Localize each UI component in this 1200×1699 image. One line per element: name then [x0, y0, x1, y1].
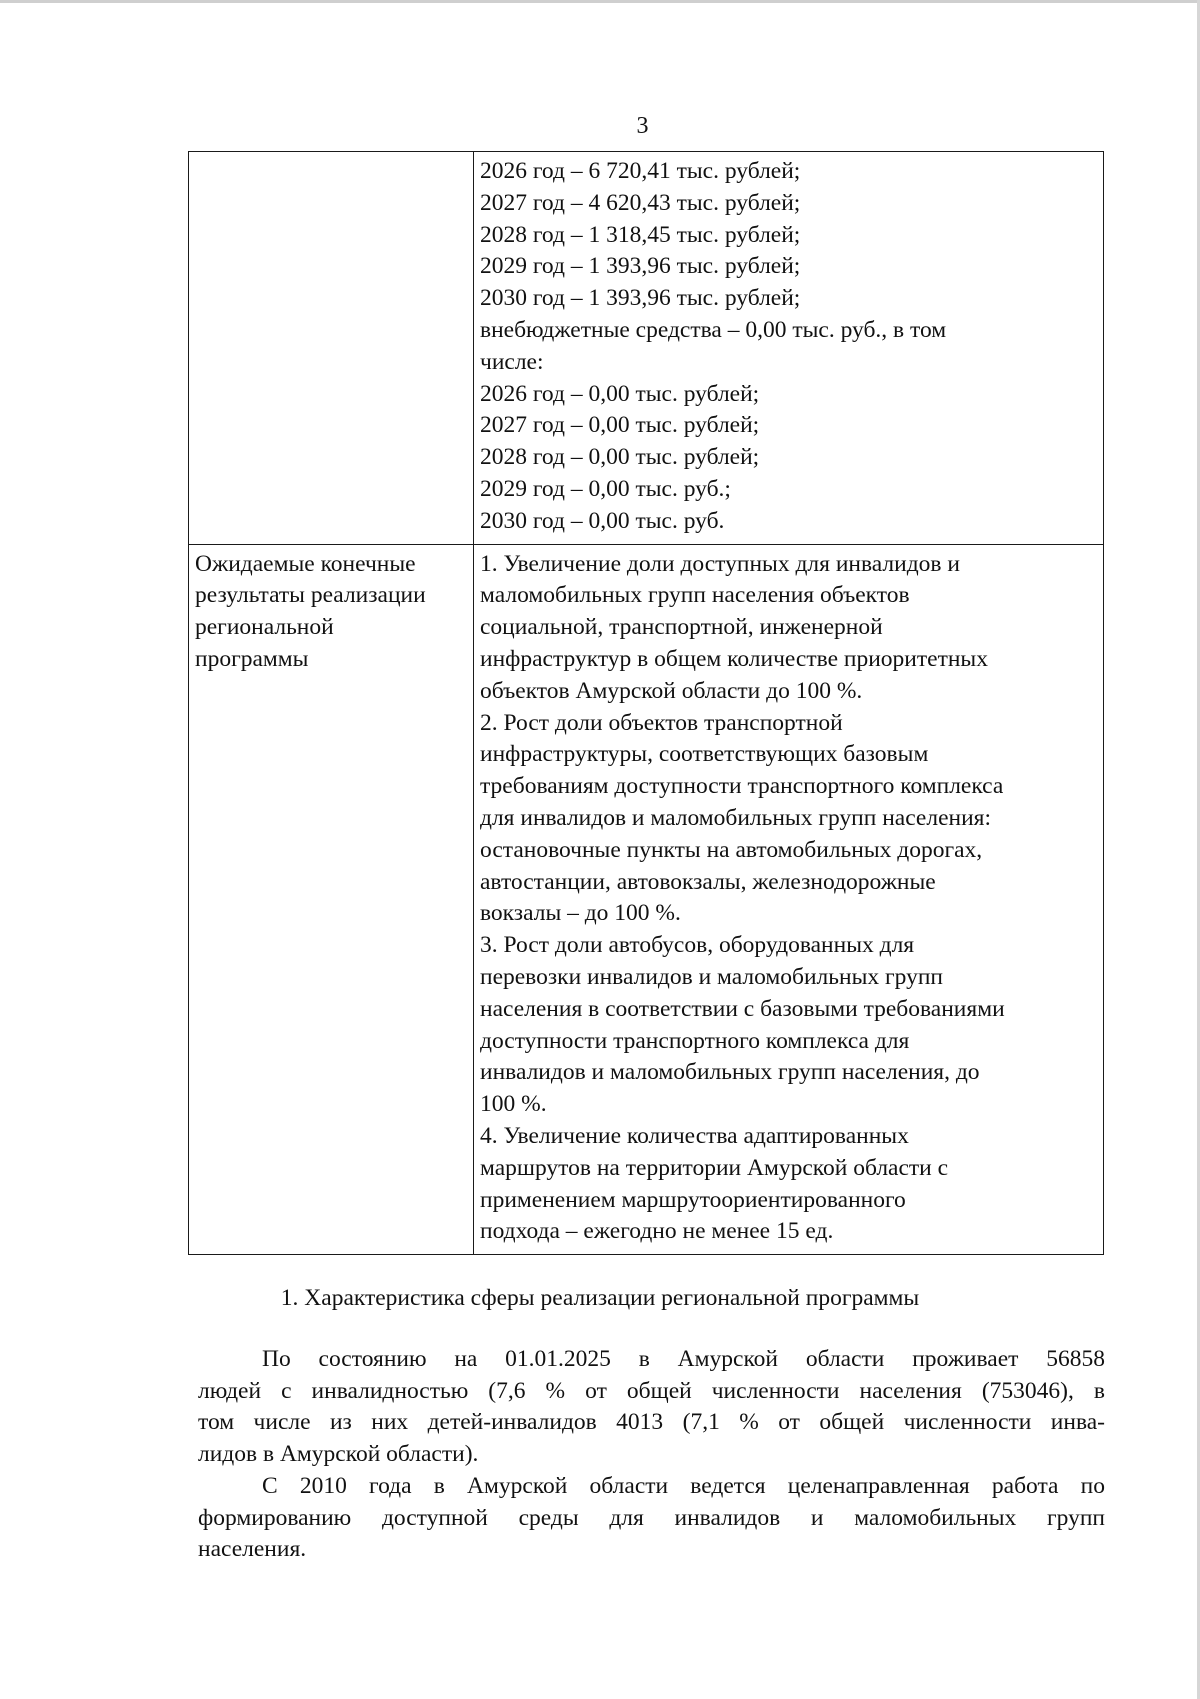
funding-line: 2029 год – 0,00 тыс. руб.;: [480, 475, 731, 502]
results-line: 2. Рост доли объектов транспортной: [480, 709, 843, 736]
paragraph-line: лидов в Амурской области).: [198, 1440, 479, 1467]
results-line: доступности транспортного комплекса для: [480, 1027, 910, 1054]
results-line: 1. Увеличение доли доступных для инвалидов и: [480, 550, 960, 577]
results-line: требованиям доступности транспортного комплекса: [480, 773, 1004, 800]
table-cell-funding-values: [474, 152, 1104, 545]
results-line: вокзалы – до 100 %.: [480, 900, 681, 927]
page-number: 3: [636, 113, 649, 139]
results-line: инфраструктуры, соответствующих базовым: [480, 741, 929, 768]
results-line: перевозки инвалидов и маломобильных групп: [480, 963, 943, 990]
results-line: применением маршрутоориентированного: [480, 1186, 906, 1213]
paragraph-line: С 2010 года в Амурской области ведется целенаправленная работа по: [262, 1473, 1105, 1499]
table-row-expected-results: [189, 544, 1104, 1255]
results-line: 3. Рост доли автобусов, оборудованных для: [480, 932, 915, 959]
funding-line: 2027 год – 4 620,43 тыс. рублей;: [480, 189, 801, 216]
funding-line: 2026 год – 0,00 тыс. рублей;: [480, 380, 760, 407]
results-line: 100 %.: [480, 1091, 547, 1118]
results-label-line: региональной: [195, 614, 334, 641]
program-passport-table: [188, 151, 1104, 1255]
results-line: подхода – ежегодно не менее 15 ед.: [480, 1218, 834, 1245]
funding-line: 2028 год – 1 318,45 тыс. рублей;: [480, 221, 801, 248]
funding-line: 2026 год – 6 720,41 тыс. рублей;: [480, 158, 801, 184]
results-line: для инвалидов и маломобильных групп населения:: [480, 804, 991, 831]
paragraph-accessible-environment: [198, 1471, 1105, 1566]
results-line: объектов Амурской области до 100 %.: [480, 677, 863, 704]
results-line: инвалидов и маломобильных групп населения, до: [480, 1059, 980, 1086]
paragraph-line: формированию доступной среды для инвалидов и маломобильных групп: [198, 1504, 1105, 1531]
paragraph-line: По состоянию на 01.01.2025 в Амурской области проживает 56858: [262, 1346, 1105, 1372]
results-line: автостанции, автовокзалы, железнодорожные: [480, 868, 936, 895]
paragraph-line: населения.: [198, 1536, 307, 1562]
results-line: маршрутов на территории Амурской области с: [480, 1154, 949, 1181]
table-cell-results-values: [474, 544, 1104, 1255]
paragraph-line: том числе из них детей-инвалидов 4013 (7,1 % от общей численности инва-: [198, 1409, 1105, 1435]
funding-line: 2030 год – 0,00 тыс. руб.: [480, 507, 725, 534]
results-line: 4. Увеличение количества адаптированных: [480, 1122, 909, 1149]
table-cell-label-empty: [189, 152, 474, 545]
funding-line: 2028 год – 0,00 тыс. рублей;: [480, 444, 760, 471]
funding-line: 2030 год – 1 393,96 тыс. рублей;: [480, 285, 801, 312]
results-line: остановочные пункты на автомобильных дорогах,: [480, 836, 983, 863]
results-line: маломобильных групп населения объектов: [480, 582, 910, 609]
scan-edge-top: [0, 0, 1200, 3]
funding-line: 2027 год – 0,00 тыс. рублей;: [480, 412, 760, 439]
results-line: инфраструктур в общем количестве приоритетных: [480, 645, 988, 672]
funding-line: числе:: [480, 348, 544, 375]
paragraph-line: людей с инвалидностью (7,6 % от общей численности населения (753046), в: [198, 1377, 1105, 1404]
funding-line: внебюджетные средства – 0,00 тыс. руб., в том: [480, 316, 947, 343]
results-label-line: программы: [195, 645, 309, 672]
results-label-line: Ожидаемые конечные: [195, 550, 416, 577]
results-line: социальной, транспортной, инженерной: [480, 614, 883, 641]
section-heading: 1. Характеристика сферы реализации региональной программы: [280, 1285, 920, 1311]
funding-line: 2029 год – 1 393,96 тыс. рублей;: [480, 253, 801, 280]
table-row-funding: [189, 152, 1104, 545]
table-cell-results-label: [189, 544, 474, 1255]
paragraph-population: [198, 1344, 1105, 1470]
results-label-line: результаты реализации: [195, 582, 426, 609]
results-line: населения в соответствии с базовыми требованиями: [480, 995, 1005, 1022]
